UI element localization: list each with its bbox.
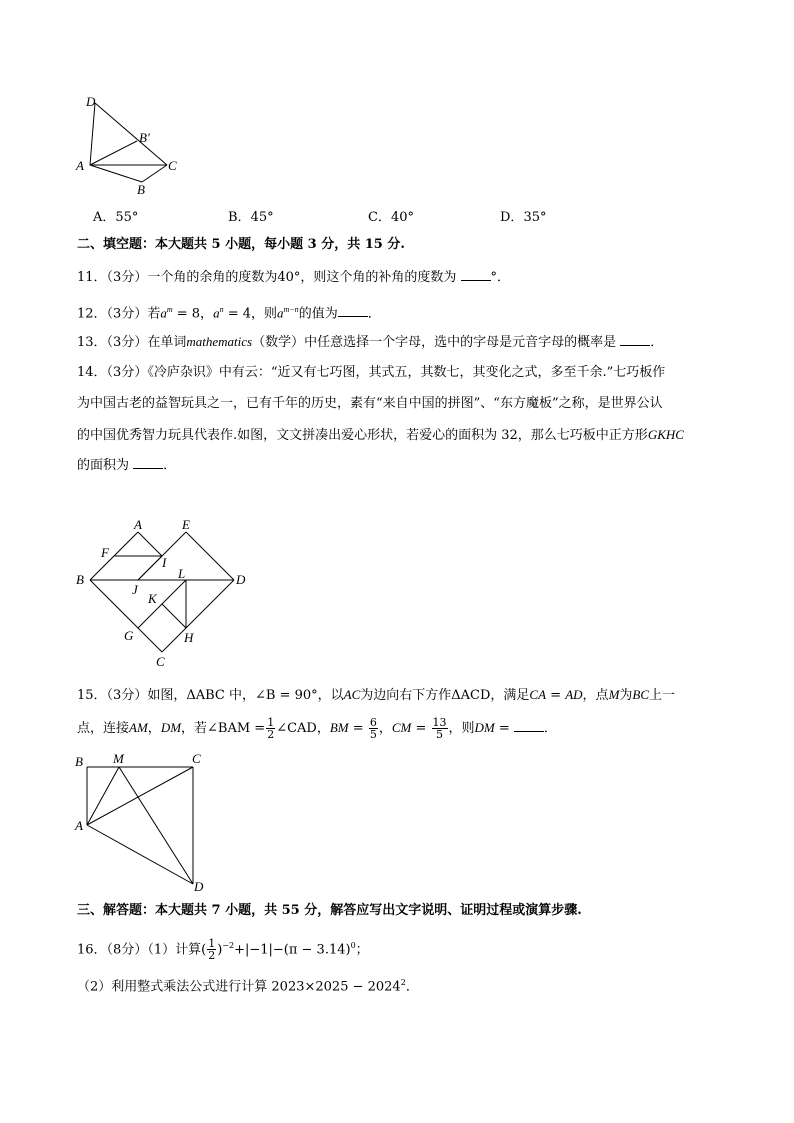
question-16-part-2: （2）利用整式乘法公式进行计算 $2023\times 2025 - 2024^2$． <box>77 978 419 995</box>
question-15-line-2: 点，连接AM，DM，若∠BAM = $\frac{1}{2}$ ∠CAD，BM = $\frac{6}{5}$ ，CM = $\frac{13}{5}$ ，则DM = ． <box>77 716 557 741</box>
section-3-heading: 三、解答题：本大题共 7 小题，共 55 分，解答应写出文字说明、证明过程或演算步骤. <box>77 903 582 918</box>
choice-b: B．45° <box>228 210 274 225</box>
label-G: G <box>124 628 134 643</box>
choice-a: A．55° <box>93 210 139 225</box>
label-C: C <box>168 158 177 173</box>
label-B: B <box>137 182 145 197</box>
choice-d: D．35° <box>500 210 547 225</box>
question-14-line-1: 14．（3分）《冷庐杂识》中有云：“近又有七巧图，其式五，其数七，其变化之式，多至千余.”七巧板作 <box>77 365 666 380</box>
question-15-line-1: 15．（3分）如图，ΔABC 中，∠B = 90°，以AC为边向右下方作ΔACD，满足CA = AD，点M为BC上一 <box>77 687 676 703</box>
figure-q10 <box>70 90 190 200</box>
answer-blank[interactable] <box>514 719 544 732</box>
question-14-line-3: 的中国优秀智力玩具代表作.如图，文文拼凑出爱心形状，若爱心的面积为 32，那么七巧板中正方形GKHC <box>77 427 684 443</box>
label-J: J <box>132 582 138 597</box>
label-B-prime: B′ <box>139 130 150 145</box>
label-I: I <box>162 555 167 570</box>
label-D: D <box>194 879 204 893</box>
question-14-line-4: 的面积为 ． <box>77 458 177 473</box>
question-16-part-1: 16．（8分）（1）计算( $\frac{1}{2}$ )$^{-2}+|-1|-(\pi - 3.14)^0$； <box>77 937 369 963</box>
answer-blank[interactable] <box>620 333 650 346</box>
label-A: A <box>134 517 142 532</box>
section-2-heading: 二、填空题：本大题共 5 小题，每小题 3 分，共 15 分. <box>77 237 405 252</box>
label-K: K <box>148 591 157 606</box>
label-L: L <box>178 566 186 581</box>
label-F: F <box>101 545 109 560</box>
question-13: 13．（3分）在单词mathematics（数学）中任意选择一个字母，选中的字母是元音字母的概率是 ． <box>77 334 664 350</box>
label-C: C <box>156 654 165 669</box>
label-D: D <box>86 94 96 109</box>
label-E: E <box>182 517 190 532</box>
label-B: B <box>75 754 83 769</box>
choice-c: C．40° <box>368 210 414 225</box>
label-D: D <box>236 572 246 587</box>
question-12: 12．（3分）若$a^m = 8$，$a^n = 4$，则$a^{m-n}$的值为 ． <box>77 305 381 322</box>
figure-q14 <box>70 512 260 672</box>
question-14-line-2: 为中国古老的益智玩具之一，已有千年的历史，素有“来自中国的拼图”、“东方魔板”之称，是世界公认 <box>77 396 663 411</box>
answer-blank[interactable] <box>133 456 163 469</box>
label-B: B <box>76 572 84 587</box>
question-11: 11．（3分）一个角的余角的度数为40°，则这个角的补角的度数为 °． <box>77 270 511 285</box>
answer-blank[interactable] <box>338 304 368 317</box>
label-A: A <box>76 158 84 173</box>
label-H: H <box>184 630 194 645</box>
label-M: M <box>113 751 124 766</box>
label-A: A <box>75 818 83 833</box>
label-C: C <box>192 751 201 766</box>
answer-blank[interactable] <box>461 268 491 281</box>
figure-q15 <box>70 748 220 893</box>
